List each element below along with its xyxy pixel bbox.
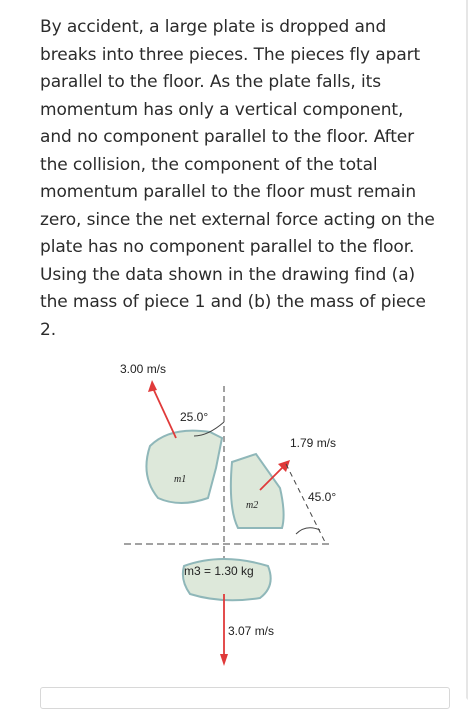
v3-label: 3.07 m/s — [228, 624, 275, 638]
answer-input-box[interactable] — [40, 687, 450, 709]
piece-1-shape — [146, 431, 222, 503]
angle-arc-2 — [296, 528, 320, 534]
problem-figure — [110, 358, 350, 678]
m1-label: m1 — [174, 474, 187, 485]
v2-label: 1.79 m/s — [290, 436, 337, 450]
angle-2-label: 45.0° — [308, 490, 337, 504]
problem-text: By accident, a large plate is dropped and breaks into three pieces. The pieces fly apart parallel to the floor. As the plate falls, its momentum has only a vertical component, and no component parallel to the floor. After the collision, the component of the total momentum parallel to the floor must remain zero, since the net external force acting on the plate has no component parallel to the floor. Using the data shown in the drawing find (a) the mass of piece 1 and (b) the mass of piece 2. — [40, 17, 435, 340]
v1-label: 3.00 m/s — [120, 362, 167, 376]
angle-reference-line-2 — [286, 464, 326, 544]
m2-label: m2 — [246, 500, 259, 511]
angle-1-label: 25.0° — [180, 410, 209, 424]
velocity-arrow-3-head — [220, 654, 228, 666]
piece-2-shape — [231, 454, 284, 528]
velocity-arrow-1 — [152, 386, 176, 438]
velocity-arrow-1-head — [148, 380, 157, 392]
m3-label: m3 = 1.30 kg — [184, 564, 254, 578]
